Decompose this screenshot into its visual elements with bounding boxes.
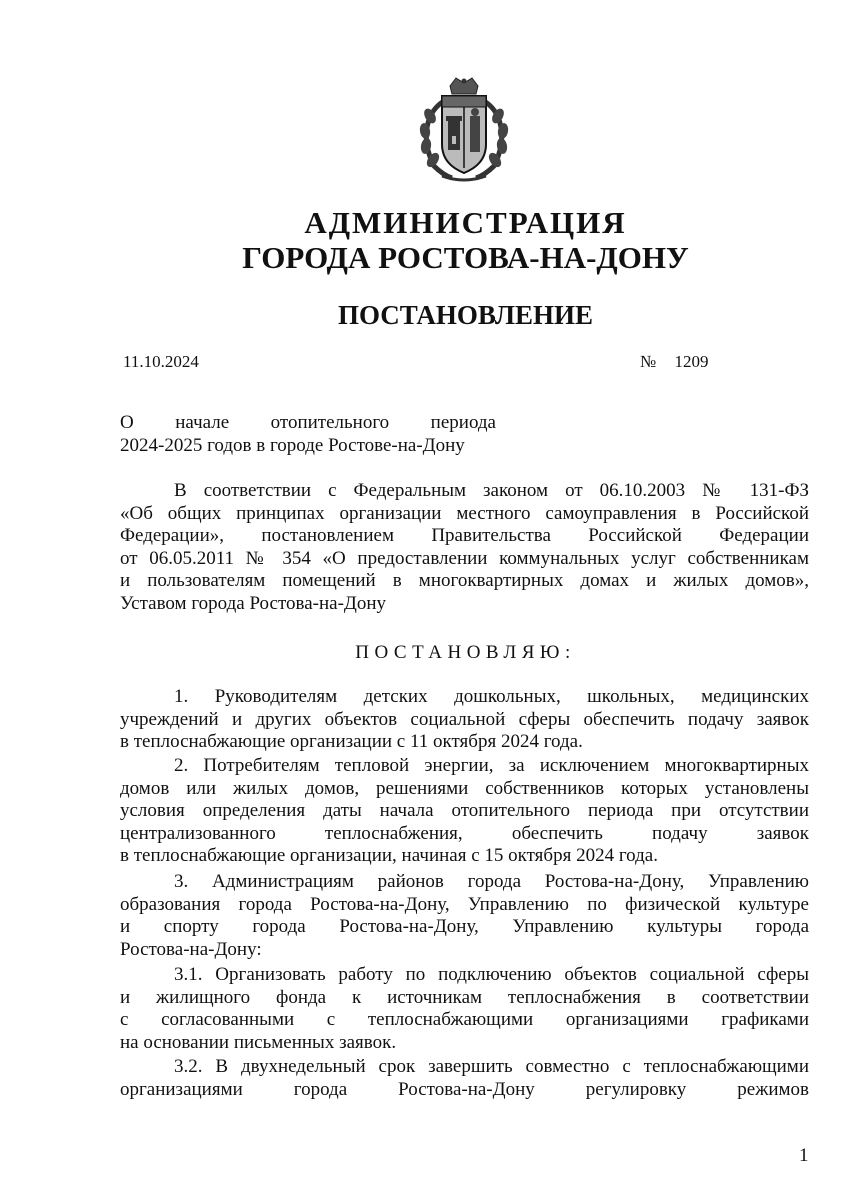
item-1-paragraph	[120, 686, 809, 754]
organization-name-line2: ГОРОДА РОСТОВА-НА-ДОНУ	[242, 240, 689, 275]
preamble-line: Федерации», постановлением Правительства Российской Федерации	[120, 525, 809, 546]
item-2-paragraph	[120, 755, 809, 868]
preamble-line: Уставом города Ростова-на-Дону	[120, 592, 387, 614]
resolution-heading: ПОСТАНОВЛЯЮ:	[355, 642, 576, 663]
item-line: в теплоснабжающие организации, начиная с 15 октября 2024 года.	[120, 845, 658, 866]
item-line: в теплоснабжающие организации с 11 октября 2024 года.	[120, 731, 583, 752]
subject-line: О начале отопительного периода	[120, 412, 496, 433]
item-line: 1. Руководителям детских дошкольных, школьных, медицинских	[174, 686, 809, 707]
preamble-line: от 06.05.2011 № 354 «О предоставлении коммунальных услуг собственникам	[120, 547, 809, 569]
item-3-2-paragraph	[120, 1056, 809, 1101]
item-line: и жилищного фонда к источникам теплоснабжения в соответствии	[120, 986, 809, 1008]
document-type-title: ПОСТАНОВЛЕНИЕ	[337, 300, 594, 330]
document-number	[640, 352, 708, 372]
item-line: организациями города Ростова-на-Дону регулировку режимов	[120, 1078, 809, 1100]
item-line: 2. Потребителям тепловой энергии, за исключением многоквартирных	[174, 755, 809, 776]
preamble-paragraph	[120, 480, 809, 615]
item-3-1-paragraph	[120, 964, 809, 1054]
item-line: 3.1. Организовать работу по подключению объектов социальной сферы	[174, 964, 809, 985]
organization-name-line1: АДМИНИСТРАЦИЯ	[304, 205, 627, 240]
item-line: на основании письменных заявок.	[120, 1031, 397, 1053]
item-line: и спорту города Ростова-на-Дону, Управлению культуры города	[120, 916, 809, 937]
number-value: 1209	[674, 352, 709, 371]
item-line: условия определения даты начала отопительного периода при отсутствии	[120, 800, 809, 821]
item-line: образования города Ростова-на-Дону, Управлению по физической культуре	[120, 893, 809, 915]
number-label: №	[640, 352, 657, 371]
item-line: 3. Администрациям районов города Ростова-на-Дону, Управлению	[174, 871, 809, 892]
item-line: домов или жилых домов, решениями собственников которых установлены	[120, 777, 809, 799]
preamble-line: В соответствии с Федеральным законом от 06.10.2003 № 131-ФЗ	[174, 480, 809, 501]
document-date: 11.10.2024	[123, 352, 199, 371]
item-line: с согласованными с теплоснабжающими организациями графиками	[120, 1009, 809, 1030]
item-line: Ростова-на-Дону:	[120, 938, 262, 960]
preamble-line: и пользователям помещений в многоквартирных домах и жилых домов»,	[120, 570, 809, 591]
subject-line: 2024-2025 годов в городе Ростове-на-Дону	[120, 434, 465, 456]
document-subject	[120, 412, 496, 457]
city-coat-of-arms-icon	[412, 76, 516, 184]
item-line: учреждений и других объектов социальной сферы обеспечить подачу заявок	[120, 708, 809, 730]
item-line: 3.2. В двухнедельный срок завершить совместно с теплоснабжающими	[174, 1056, 809, 1077]
page-number: 1	[799, 1145, 809, 1166]
item-line: централизованного теплоснабжения, обеспечить подачу заявок	[120, 822, 809, 844]
item-3-paragraph	[120, 871, 809, 961]
preamble-line: «Об общих принципах организации местного самоуправления в Российской	[120, 502, 809, 524]
